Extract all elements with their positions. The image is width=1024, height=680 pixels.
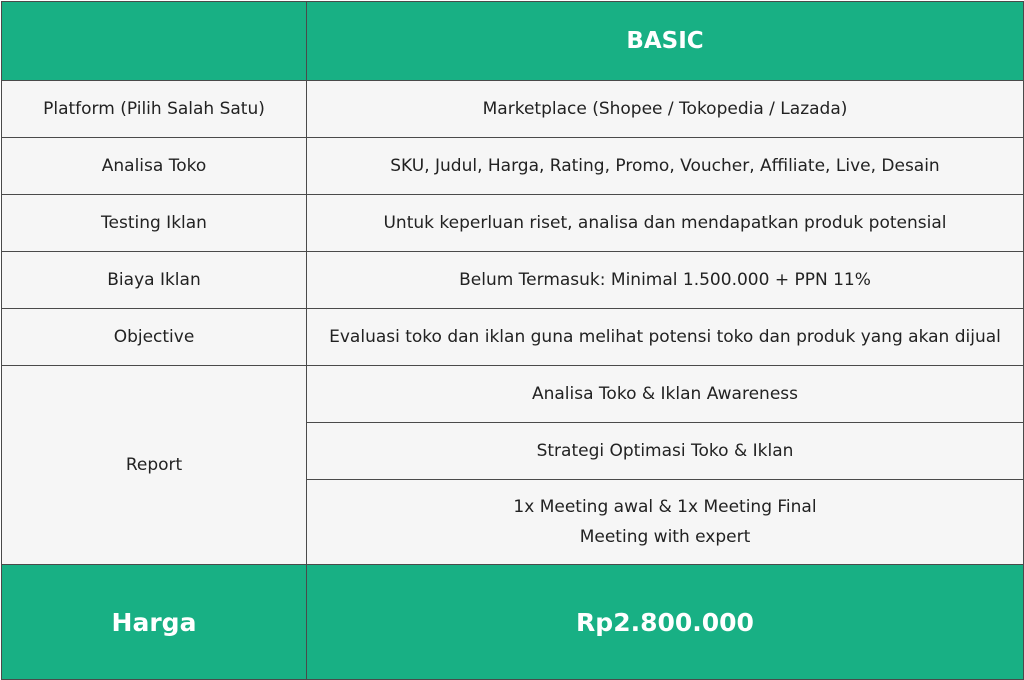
table-row xyxy=(2,138,1024,195)
meeting-line-1: 1x Meeting awal & 1x Meeting Final xyxy=(513,497,817,517)
row-value-objective: Evaluasi toko dan iklan guna melihat potensi toko dan produk yang akan dijual xyxy=(307,309,1024,366)
report-item-analisa: Analisa Toko & Iklan Awareness xyxy=(307,366,1024,423)
pricing-table xyxy=(1,1,1024,680)
price-row xyxy=(2,565,1024,680)
table-row xyxy=(2,252,1024,309)
price-label: Harga xyxy=(2,565,307,680)
row-value-platform: Marketplace (Shopee / Tokopedia / Lazada) xyxy=(307,81,1024,138)
row-label-report: Report xyxy=(2,366,307,565)
header-label-cell xyxy=(2,2,307,81)
row-value-analisa-toko: SKU, Judul, Harga, Rating, Promo, Voucher, Affiliate, Live, Desain xyxy=(307,138,1024,195)
row-value-biaya-iklan: Belum Termasuk: Minimal 1.500.000 + PPN 11% xyxy=(307,252,1024,309)
report-item-strategi: Strategi Optimasi Toko & Iklan xyxy=(307,423,1024,480)
table-header-row xyxy=(2,2,1024,81)
table-row xyxy=(2,81,1024,138)
plan-title: BASIC xyxy=(307,2,1024,81)
row-label-biaya-iklan: Biaya Iklan xyxy=(2,252,307,309)
report-item-meeting xyxy=(307,480,1024,565)
meeting-line-2: Meeting with expert xyxy=(579,527,751,547)
table-row xyxy=(2,309,1024,366)
row-label-testing-iklan: Testing Iklan xyxy=(2,195,307,252)
row-value-testing-iklan: Untuk keperluan riset, analisa dan mendapatkan produk potensial xyxy=(307,195,1024,252)
table-row xyxy=(2,195,1024,252)
table-row-report xyxy=(2,366,1024,423)
price-value: Rp2.800.000 xyxy=(307,565,1024,680)
row-label-platform: Platform (Pilih Salah Satu) xyxy=(2,81,307,138)
row-label-objective: Objective xyxy=(2,309,307,366)
row-label-analisa-toko: Analisa Toko xyxy=(2,138,307,195)
